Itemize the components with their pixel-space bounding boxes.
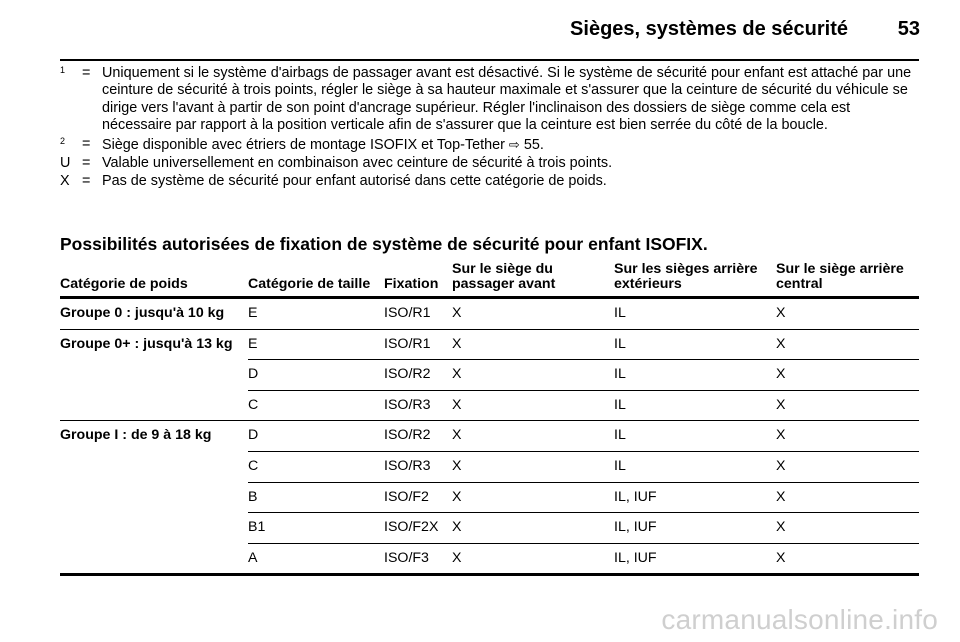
footnote-marker: 2 (60, 135, 66, 146)
cell-rear-center: X (776, 421, 919, 452)
cell-fixation: ISO/F2X (384, 513, 452, 544)
cell-size: E (248, 329, 384, 360)
cell-front: X (452, 298, 614, 330)
table-row (60, 421, 919, 452)
table-row (60, 451, 919, 482)
cell-weight-group (60, 360, 248, 391)
cell-rear-center: X (776, 390, 919, 421)
footnote-u (60, 155, 920, 172)
cell-rear-center: X (776, 451, 919, 482)
page-reference-arrow-icon: ⇨ (508, 136, 520, 152)
cell-rear-center: X (776, 360, 919, 391)
cell-weight-group: Groupe I : de 9 à 18 kg (60, 427, 212, 444)
footnote-marker: X (60, 173, 70, 190)
cell-fixation: ISO/F2 (384, 482, 452, 513)
cell-fixation: ISO/R3 (384, 390, 452, 421)
cell-front: X (452, 513, 614, 544)
cell-rear-outer: IL (614, 329, 776, 360)
section-title: Possibilités autorisées de fixation de système de sécurité pour enfant ISOFIX. (60, 234, 708, 254)
cell-rear-outer: IL (614, 298, 776, 330)
footnote-2 (60, 136, 920, 154)
footnote-equals: = (82, 135, 91, 152)
header-divider (60, 59, 919, 61)
footnote-text: Siège disponible avec étriers de montage ISOFIX et Top-Tether (102, 136, 505, 153)
footnotes (60, 65, 920, 192)
cell-size: B1 (248, 513, 384, 544)
cell-size: D (248, 360, 384, 391)
col-header-size: Catégorie de taille (248, 262, 384, 298)
cell-rear-outer: IL, IUF (614, 513, 776, 544)
footnote-text: Uniquement si le système d'airbags de passager avant est désactivé. Si le système de sécurité pour enfant est attaché par une ceinture de sécurité à trois points, régler le siège à sa hauteur maximale et s'assurer que la ceinture de sécurité du véhicule se dirige vers l'avant à partir de son point d'ancrage supérieur. Régler l'inclinaison des dossiers de siège comme cela est nécessaire par rapport à la position verticale afin de s'assurer que la ceinture est bien serrée du côté de la boucle. (102, 65, 912, 134)
cell-size: D (248, 421, 384, 452)
col-header-weight: Catégorie de poids (60, 262, 248, 298)
cell-front: X (452, 421, 614, 452)
footnote-text: Pas de système de sécurité pour enfant autorisé dans cette catégorie de poids. (102, 173, 607, 190)
cell-front: X (452, 329, 614, 360)
cell-weight-group (60, 451, 248, 482)
table-header-row (60, 262, 919, 298)
cell-front: X (452, 390, 614, 421)
footnote-equals: = (82, 173, 91, 190)
cell-rear-outer: IL, IUF (614, 482, 776, 513)
col-header-rear-center: Sur le siège arrière central (776, 262, 919, 298)
page-number: 53 (897, 18, 920, 40)
cell-fixation: ISO/R2 (384, 421, 452, 452)
cell-rear-outer: IL (614, 360, 776, 391)
cell-front: X (452, 543, 614, 575)
cell-fixation: ISO/R3 (384, 451, 452, 482)
footnote-marker: U (60, 155, 71, 172)
cell-weight-group (60, 513, 248, 544)
cell-size: E (248, 298, 384, 330)
cell-rear-outer: IL (614, 451, 776, 482)
cell-size: A (248, 543, 384, 575)
table-row (60, 329, 919, 360)
table-row (60, 360, 919, 391)
cell-rear-outer: IL, IUF (614, 543, 776, 575)
col-header-rear-outer: Sur les sièges arrière extérieurs (614, 262, 776, 298)
cell-weight-group (60, 482, 248, 513)
cell-fixation: ISO/R1 (384, 329, 452, 360)
footnote-text: Valable universellement en combinaison avec ceinture de sécurité à trois points. (102, 155, 613, 172)
footnote-x (60, 173, 920, 190)
cell-size: B (248, 482, 384, 513)
cell-rear-outer: IL (614, 421, 776, 452)
page-header (60, 18, 920, 44)
footnote-equals: = (82, 155, 91, 172)
cell-front: X (452, 482, 614, 513)
page-title: Sièges, systèmes de sécurité (570, 18, 848, 40)
cell-rear-center: X (776, 513, 919, 544)
table-row (60, 390, 919, 421)
table-row (60, 513, 919, 544)
cell-weight-group: Groupe 0+ : jusqu'à 13 kg (60, 335, 233, 352)
cell-front: X (452, 360, 614, 391)
cell-weight-group (60, 543, 248, 575)
footnote-1 (60, 65, 920, 135)
cell-fixation: ISO/R2 (384, 360, 452, 391)
cell-front: X (452, 451, 614, 482)
table-row (60, 482, 919, 513)
table-row (60, 298, 919, 330)
col-header-front: Sur le siège du passager avant (452, 262, 614, 298)
cell-weight-group (60, 390, 248, 421)
cell-rear-center: X (776, 543, 919, 575)
footnote-equals: = (82, 65, 91, 81)
cell-rear-center: X (776, 482, 919, 513)
cell-fixation: ISO/F3 (384, 543, 452, 575)
watermark: carmanualsonline.info (661, 604, 938, 635)
cell-size: C (248, 451, 384, 482)
cell-rear-outer: IL (614, 390, 776, 421)
isofix-table (60, 262, 919, 576)
table-row (60, 543, 919, 575)
footnote-marker: 1 (60, 65, 66, 75)
cell-rear-center: X (776, 298, 919, 330)
cell-weight-group: Groupe 0 : jusqu'à 10 kg (60, 298, 248, 330)
cell-rear-center: X (776, 329, 919, 360)
col-header-fixation: Fixation (384, 262, 452, 298)
cell-fixation: ISO/R1 (384, 298, 452, 330)
cell-size: C (248, 390, 384, 421)
page-reference-link[interactable]: 55. (523, 136, 544, 153)
